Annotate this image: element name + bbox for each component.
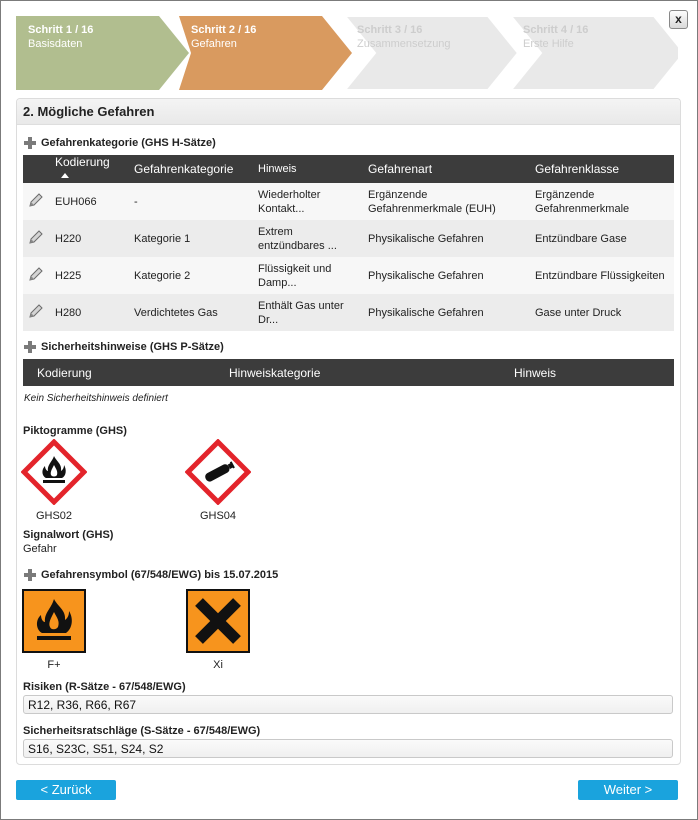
col-header-kodierung[interactable]: Kodierung	[49, 155, 128, 183]
p-statements-table	[23, 359, 674, 386]
table-row	[23, 257, 674, 294]
cell-code: H225	[49, 257, 128, 294]
col-header-hinweis[interactable]: Hinweis	[252, 155, 362, 183]
p-section-toggle[interactable]	[24, 341, 224, 353]
f-plus-caption: F+	[47, 659, 61, 671]
ghs04-pictogram	[183, 439, 253, 522]
col-header-hinweiskategorie[interactable]: Hinweiskategorie	[215, 359, 500, 386]
cell-code: EUH066	[49, 183, 128, 220]
col-header-gefahrenart[interactable]: Gefahrenart	[362, 155, 529, 183]
empty-note: Kein Sicherheitshinweis definiert	[24, 393, 168, 404]
step-3[interactable]	[345, 16, 525, 90]
col-header-kodierung[interactable]: Kodierung	[23, 359, 215, 386]
safety-field[interactable]: S16, S23C, S51, S24, S2	[23, 739, 673, 758]
close-button[interactable]: x	[669, 10, 688, 29]
p-section-title: Sicherheitshinweise (GHS P-Sätze)	[41, 341, 224, 353]
wizard-steps	[16, 16, 678, 90]
pencil-icon[interactable]	[23, 257, 49, 294]
cross-icon	[185, 588, 251, 654]
f-plus-symbol	[19, 588, 89, 671]
cell-class: Entzündbare Gase	[529, 220, 674, 257]
pencil-icon[interactable]	[23, 294, 49, 331]
back-button[interactable]: < Zurück	[16, 780, 116, 800]
gas-cylinder-icon	[185, 439, 251, 505]
cell-class: Ergänzende Gefahrenmerkmale	[529, 183, 674, 220]
step-2-title: Schritt 2 / 16	[191, 24, 257, 36]
cell-category: -	[128, 183, 252, 220]
plus-icon	[24, 137, 36, 149]
cell-code: H280	[49, 294, 128, 331]
cell-hint: Extrem entzündbares ...	[252, 220, 362, 257]
next-button[interactable]: Weiter >	[578, 780, 678, 800]
xi-symbol	[183, 588, 253, 671]
cell-category: Verdichtetes Gas	[128, 294, 252, 331]
step-2[interactable]	[179, 16, 359, 90]
sort-asc-icon	[61, 173, 69, 178]
pencil-icon[interactable]	[23, 183, 49, 220]
cell-code: H220	[49, 220, 128, 257]
table-row	[23, 220, 674, 257]
step-3-title: Schritt 3 / 16	[357, 24, 423, 36]
step-1-title: Schritt 1 / 16	[28, 24, 94, 36]
pencil-icon[interactable]	[23, 220, 49, 257]
flame-icon	[21, 439, 87, 505]
cell-category: Kategorie 2	[128, 257, 252, 294]
step-3-name: Zusammensetzung	[357, 38, 451, 50]
step-4[interactable]	[511, 16, 678, 90]
h-section-toggle[interactable]	[24, 137, 216, 149]
signal-word-value: Gefahr	[23, 543, 57, 555]
cell-hint: Enthält Gas unter Dr...	[252, 294, 362, 331]
col-header-hinweis[interactable]: Hinweis	[500, 359, 674, 386]
cell-category: Kategorie 1	[128, 220, 252, 257]
plus-icon	[24, 569, 36, 581]
cell-type: Ergänzende Gefahrenmerkmale (EUH)	[362, 183, 529, 220]
signal-word-label: Signalwort (GHS)	[23, 529, 114, 541]
table-row	[23, 183, 674, 220]
cell-hint: Flüssigkeit und Damp...	[252, 257, 362, 294]
cell-hint: Wiederholter Kontakt...	[252, 183, 362, 220]
safety-label: Sicherheitsratschläge (S-Sätze - 67/548/EWG)	[23, 725, 261, 737]
step-1[interactable]	[16, 16, 191, 90]
panel-title: 2. Mögliche Gefahren	[17, 99, 680, 125]
step-1-name: Basisdaten	[28, 38, 83, 50]
h-statements-table	[23, 155, 674, 331]
risks-field[interactable]: R12, R36, R66, R67	[23, 695, 673, 714]
plus-icon	[24, 341, 36, 353]
cell-type: Physikalische Gefahren	[362, 257, 529, 294]
col-header-gefahrenkategorie[interactable]: Gefahrenkategorie	[128, 155, 252, 183]
risks-label: Risiken (R-Sätze - 67/548/EWG)	[23, 681, 186, 693]
flame-icon	[21, 588, 87, 654]
hazards-panel	[16, 98, 681, 765]
step-2-name: Gefahren	[191, 38, 237, 50]
cell-type: Physikalische Gefahren	[362, 220, 529, 257]
cell-class: Gase unter Druck	[529, 294, 674, 331]
table-row	[23, 294, 674, 331]
xi-caption: Xi	[213, 659, 223, 671]
h-section-title: Gefahrenkategorie (GHS H-Sätze)	[41, 137, 216, 149]
step-4-name: Erste Hilfe	[523, 38, 574, 50]
old-symbols-title: Gefahrensymbol (67/548/EWG) bis 15.07.2015	[41, 569, 279, 581]
col-header-gefahrenklasse[interactable]: Gefahrenklasse	[529, 155, 674, 183]
cell-type: Physikalische Gefahren	[362, 294, 529, 331]
ghs02-caption: GHS02	[35, 510, 73, 522]
ghs04-caption: GHS04	[199, 510, 237, 522]
cell-class: Entzündbare Flüssigkeiten	[529, 257, 674, 294]
step-4-title: Schritt 4 / 16	[523, 24, 589, 36]
old-symbols-toggle[interactable]	[24, 569, 278, 581]
pictograms-label: Piktogramme (GHS)	[23, 425, 127, 437]
edit-column-header	[23, 155, 49, 183]
ghs02-pictogram	[19, 439, 89, 522]
